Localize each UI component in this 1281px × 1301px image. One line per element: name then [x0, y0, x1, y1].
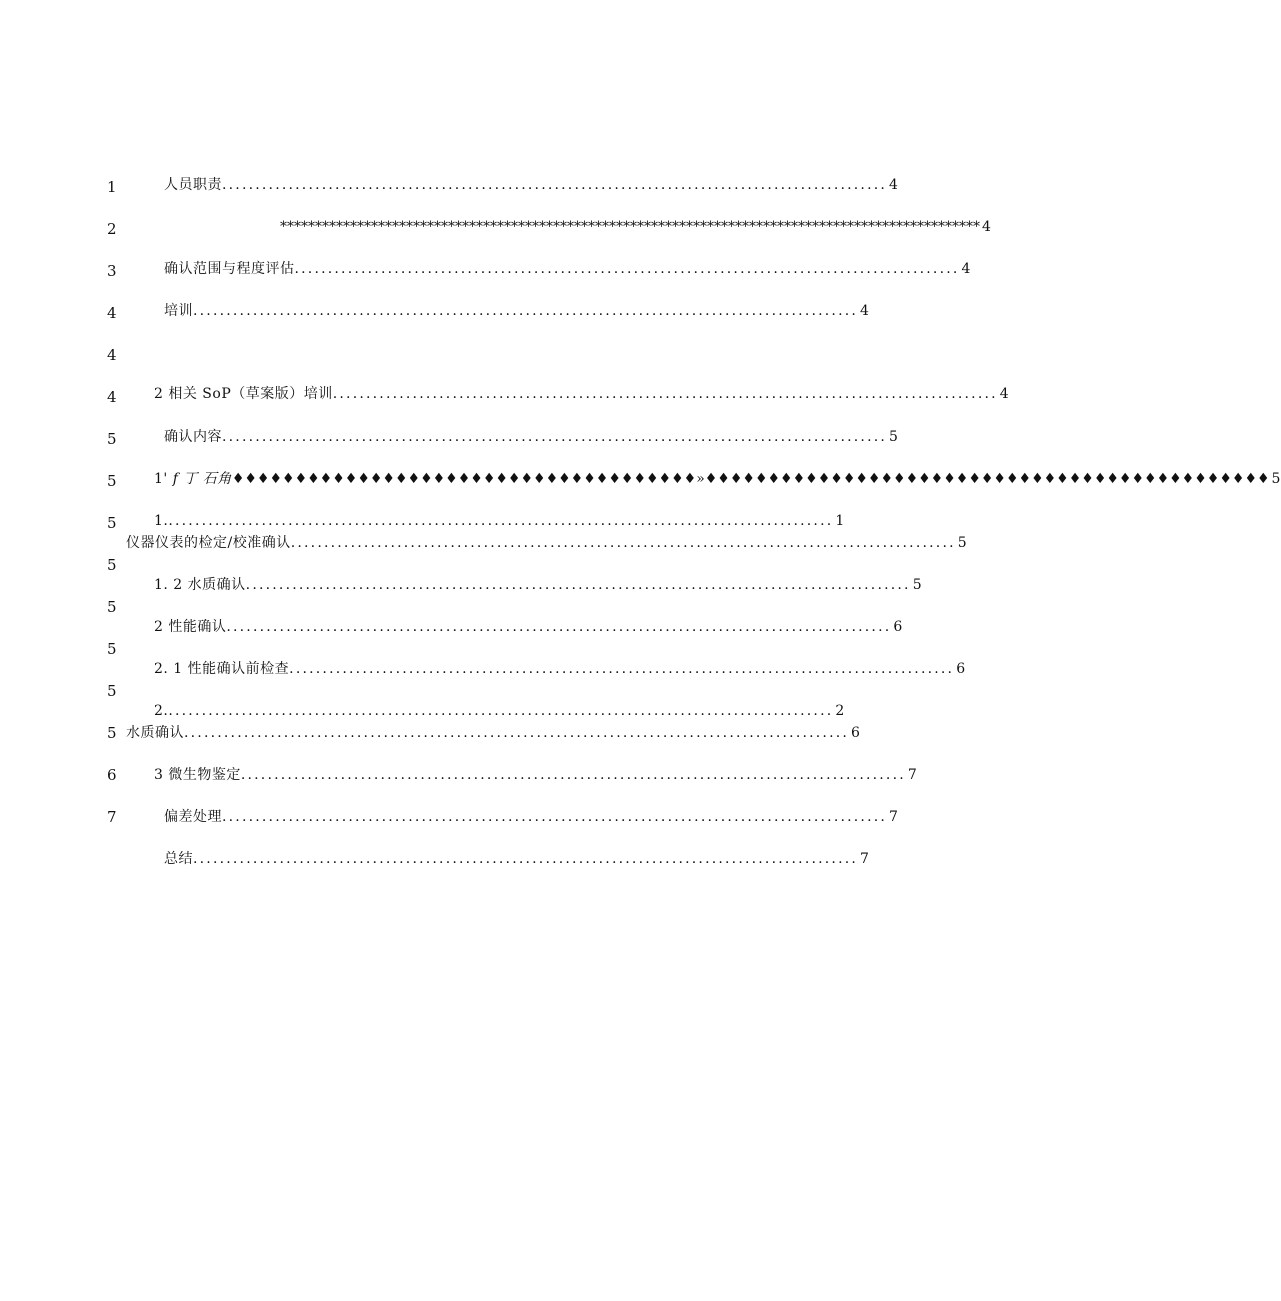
- toc-entry-label: 确认内容: [164, 429, 222, 445]
- line-number: 4: [107, 388, 117, 406]
- toc-leader: ....................................................................................................: [222, 809, 888, 825]
- toc-page-number: 1: [835, 513, 845, 529]
- toc-entry-label: 2 性能确认: [154, 619, 227, 635]
- line-number: 7: [107, 808, 117, 826]
- toc-entry[interactable]: [164, 808, 899, 826]
- toc-page-number: 4: [999, 386, 1010, 402]
- line-number: 3: [107, 262, 117, 280]
- toc-page-number: 6: [956, 661, 966, 677]
- toc-leader: ....................................................................................................: [290, 535, 956, 551]
- toc-page-number: 7: [907, 767, 918, 783]
- line-number: 5: [107, 430, 117, 448]
- line-number: 5: [107, 598, 117, 616]
- toc-entry[interactable]: [154, 512, 845, 530]
- toc-entry[interactable]: [164, 260, 971, 278]
- toc-leader: ....................................................................................................: [226, 619, 892, 635]
- toc-entry[interactable]: [164, 176, 899, 194]
- toc-page-number: 6: [893, 619, 903, 635]
- toc-entry-label: ' f 丁 石角: [163, 471, 232, 487]
- toc-leader: ....................................................................................................: [184, 725, 850, 741]
- toc-leader: ....................................................................................................: [222, 429, 888, 445]
- line-number: 5: [107, 472, 117, 490]
- toc-entry-label: 2. 1 性能确认前检查: [154, 661, 290, 677]
- toc-entry[interactable]: [164, 302, 870, 320]
- toc-entry[interactable]: [126, 534, 968, 552]
- toc-leader: ....................................................................................................: [222, 177, 888, 193]
- line-number: 4: [107, 346, 117, 364]
- toc-leader: ....................................................................................................: [168, 513, 834, 529]
- toc-leader: ....................................................................................................: [332, 386, 998, 402]
- toc-leader: ****************************************************************************************************: [280, 219, 980, 235]
- toc-page-number: 4: [982, 219, 992, 235]
- toc-page-number: 4: [961, 261, 971, 277]
- toc-page-number: 2: [835, 703, 845, 719]
- toc-leader: ....................................................................................................: [294, 261, 960, 277]
- toc-leader: ....................................................................................................: [193, 851, 859, 867]
- toc-entry[interactable]: [164, 850, 870, 868]
- line-number: 2: [107, 220, 117, 238]
- toc-leader: ....................................................................................................: [193, 303, 859, 319]
- toc-page-number: 4: [889, 177, 899, 193]
- toc-entry-label: 确认范围与程度评估: [164, 261, 295, 277]
- toc-entry-label: 总结: [164, 851, 193, 867]
- toc-entry[interactable]: [154, 470, 1281, 488]
- line-number: 5: [107, 724, 117, 742]
- toc-entry[interactable]: [154, 618, 903, 636]
- toc-entry-label: 水质确认: [126, 725, 184, 741]
- line-number: 4: [107, 304, 117, 322]
- toc-page-number: 6: [851, 725, 861, 741]
- toc-page-number: 4: [860, 303, 870, 319]
- toc-entry[interactable]: [280, 218, 992, 236]
- toc-page-number: 5: [1271, 471, 1281, 487]
- toc-leader: ....................................................................................................: [240, 767, 906, 783]
- toc-leader: ♦♦♦♦♦♦♦♦♦♦♦♦♦♦♦♦♦♦♦♦♦♦♦♦♦♦♦♦♦♦♦♦♦♦♦♦♦»♦♦♦♦♦♦♦♦♦♦♦♦♦♦♦♦♦♦♦♦♦♦♦♦♦♦♦♦♦♦♦♦♦♦♦♦♦♦♦♦♦♦♦♦♦: [231, 471, 1270, 487]
- line-number: 5: [107, 640, 117, 658]
- line-number: 5: [107, 514, 117, 532]
- toc-entry-label: 2 相关 SoP（草案版）培训: [154, 386, 333, 402]
- line-number: 5: [107, 556, 117, 574]
- toc-entry-label: 仪器仪表的检定/校准确认: [126, 535, 291, 551]
- toc-entry-label: 2.: [154, 703, 169, 719]
- toc-page-number: 5: [912, 577, 923, 593]
- toc-page-number: 7: [860, 851, 870, 867]
- toc-entry[interactable]: [154, 766, 918, 784]
- toc-entry-prefix: 1: [154, 471, 164, 487]
- toc-entry-label: 1. 2 水质确认: [154, 577, 246, 593]
- toc-entry-label: 人员职责: [164, 177, 222, 193]
- line-number: 5: [107, 682, 117, 700]
- toc-leader: ....................................................................................................: [245, 577, 911, 593]
- toc-entry[interactable]: [126, 724, 861, 742]
- toc-entry[interactable]: [154, 660, 966, 678]
- toc-entry[interactable]: [164, 428, 899, 446]
- toc-entry[interactable]: [154, 576, 923, 594]
- line-number: 1: [107, 178, 117, 196]
- toc-page-number: 7: [889, 809, 899, 825]
- toc-entry[interactable]: [154, 385, 1010, 403]
- toc-entry-label: 3 微生物鉴定: [154, 767, 241, 783]
- toc-page-number: 5: [889, 429, 899, 445]
- toc-leader: ....................................................................................................: [289, 661, 955, 677]
- line-number: 6: [107, 766, 117, 784]
- toc-entry[interactable]: [154, 702, 845, 720]
- toc-leader: ....................................................................................................: [168, 703, 834, 719]
- toc-page-number: 5: [957, 535, 968, 551]
- toc-entry-label: 偏差处理: [164, 809, 222, 825]
- toc-entry-label: 1.: [154, 513, 169, 529]
- toc-entry-label: 培训: [164, 303, 193, 319]
